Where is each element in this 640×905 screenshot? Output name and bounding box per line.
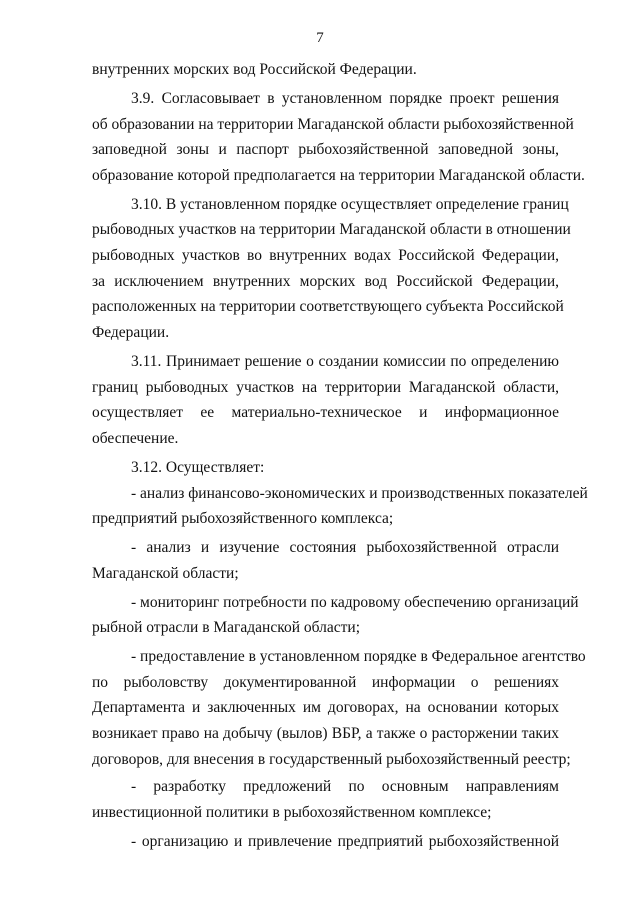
text-line: 3.12. Осуществляет: <box>131 459 265 476</box>
text-line: - организацию и привлечение предприятий рыбохозяйственной <box>131 833 559 850</box>
text-line: рыбной отрасли в Магаданской области; <box>92 619 361 636</box>
text-line: - разработку предложений по основным направлениям <box>131 778 559 795</box>
text-line: образование которой предполагается на территории Магаданской области. <box>92 167 585 184</box>
text-line: обеспечение. <box>92 430 179 447</box>
text-line: договоров, для внесения в государственный рыбохозяйственный реестр; <box>92 751 571 768</box>
text-line: рыбоводных участков на территории Магаданской области в отношении <box>92 221 571 238</box>
text-line: инвестиционной политики в рыбохозяйственном комплексе; <box>92 804 492 821</box>
text-line: за исключением внутренних морских вод Российской Федерации, <box>92 273 559 290</box>
text-line: внутренних морских вод Российской Федерации. <box>92 61 417 78</box>
page-number: 7 <box>316 30 324 46</box>
text-line: Федерации. <box>92 324 170 341</box>
text-line: 3.11. Принимает решение о создании комиссии по определению <box>131 353 559 370</box>
text-line: границ рыбоводных участков на территории Магаданской области, <box>92 379 559 396</box>
text-line: заповедной зоны и паспорт рыбохозяйственной заповедной зоны, <box>92 141 559 158</box>
text-line: Магаданской области; <box>92 565 239 582</box>
text-line: - мониторинг потребности по кадровому обеспечению организаций <box>131 594 579 611</box>
text-line: об образовании на территории Магаданской области рыбохозяйственной <box>92 116 574 133</box>
text-line: 3.10. В установленном порядке осуществляет определение границ <box>131 196 569 213</box>
text-line: 3.9. Согласовывает в установленном порядке проект решения <box>131 90 559 107</box>
text-line: возникает право на добычу (вылов) ВБР, а также о расторжении таких <box>92 725 559 742</box>
text-line: осуществляет ее материально-техническое и информационное <box>92 404 559 421</box>
text-line: по рыболовству документированной информации о решениях <box>92 674 559 691</box>
text-line: - анализ финансово-экономических и производственных показателей <box>131 485 588 502</box>
text-line: расположенных на территории соответствующего субъекта Российской <box>92 298 564 315</box>
text-line: - анализ и изучение состояния рыбохозяйственной отрасли <box>131 539 559 556</box>
text-line: - предоставление в установленном порядке в Федеральное агентство <box>131 648 586 665</box>
text-line: предприятий рыбохозяйственного комплекса; <box>92 510 394 527</box>
text-line: Департамента и заключенных им договорах, на основании которых <box>92 699 559 716</box>
text-line: рыбоводных участков во внутренних водах Российской Федерации, <box>92 247 559 264</box>
